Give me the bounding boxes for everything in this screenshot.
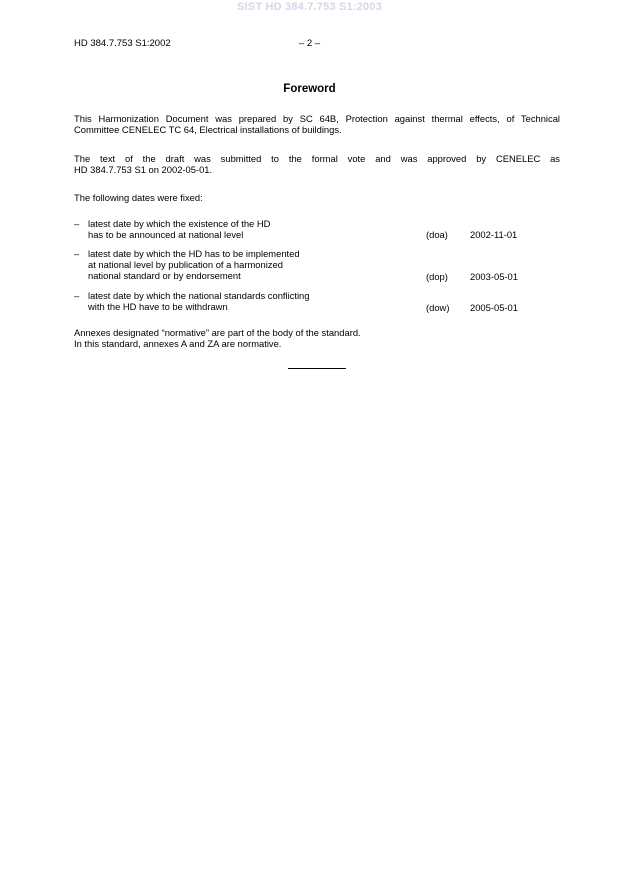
text-line: Committee CENELEC TC 64, Electrical installations of buildings. [74,124,342,135]
text-line: The following dates were fixed: [74,192,203,203]
foreword-paragraph-1 [74,113,560,135]
text-line: The text of the draft was submitted to the formal vote and was approved by CENELEC as [74,153,560,164]
text-line: In this standard, annexes A and ZA are normative. [74,338,282,349]
date-item-doa [74,218,560,242]
page-number: – 2 – [298,38,321,49]
date-item-text [88,290,408,312]
date-code: (dow) [426,302,450,313]
watermark: SIST HD 384.7.753 S1:2003 [236,1,383,13]
text-line: Annexes designated “normative” are part of the body of the standard. [74,327,361,338]
text-line: This Harmonization Document was prepared by SC 64B, Protection against thermal effects, of Technical [74,113,560,124]
page-title: Foreword [283,83,336,95]
text-line: at national level by publication of a harmonized [88,259,283,270]
text-line: HD 384.7.753 S1 on 2002-05-01. [74,164,213,175]
end-rule [288,368,346,369]
date-item-text [88,218,408,240]
text-line: latest date by which the national standards conflicting [88,290,310,301]
date-item-dop [74,248,560,283]
date-value: 2003-05-01 [470,271,518,282]
foreword-paragraph-2 [74,153,560,175]
date-code: (dop) [426,271,448,282]
date-value: 2002-11-01 [470,229,518,240]
list-dash: – [74,290,80,301]
document-id: HD 384.7.753 S1:2002 [74,38,171,49]
date-item-dow [74,290,560,314]
date-item-text [88,248,408,281]
list-dash: – [74,218,80,229]
list-dash: – [74,248,80,259]
foreword-paragraph-3 [74,192,560,203]
annex-paragraph [74,327,560,349]
text-line: with the HD have to be withdrawn [88,301,228,312]
text-line: national standard or by endorsement [88,270,241,281]
date-code: (doa) [426,229,448,240]
text-line: latest date by which the HD has to be implemented [88,248,300,259]
text-line: latest date by which the existence of the HD [88,218,271,229]
date-value: 2005-05-01 [470,302,518,313]
text-line: has to be announced at national level [88,229,244,240]
